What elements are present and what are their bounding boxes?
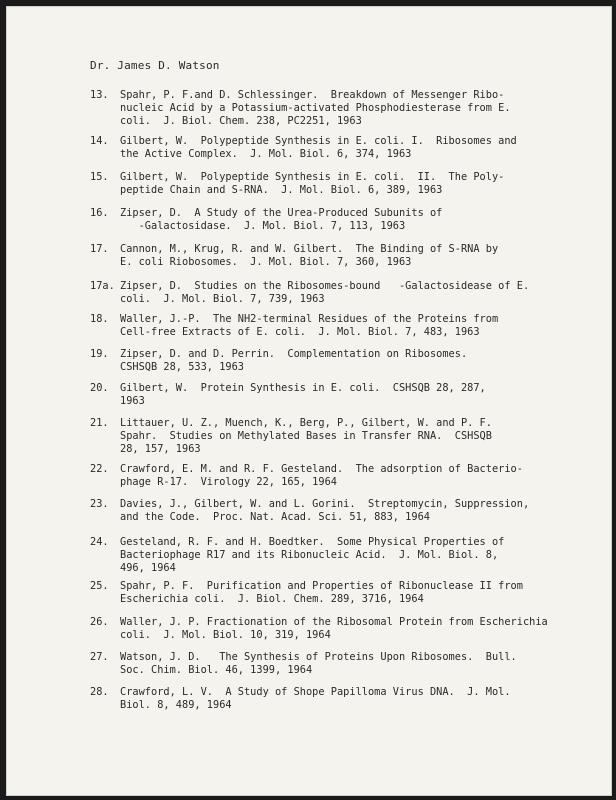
reference-text	[120, 417, 530, 457]
reference-entry	[90, 616, 548, 642]
reference-number: 21.	[90, 417, 109, 429]
reference-number: 24.	[90, 536, 109, 548]
reference-number: 19.	[90, 348, 109, 360]
reference-entry	[90, 417, 530, 457]
reference-line: Davies, J., Gilbert, W. and L. Gorini. Streptomycin, Suppression,	[120, 498, 530, 510]
reference-number: 22.	[90, 463, 109, 475]
reference-line: Soc. Chim. Biol. 46, 1399, 1964	[120, 664, 313, 677]
reference-line: Waller, J.-P. The NH2-terminal Residues of the Proteins from	[120, 313, 499, 325]
reference-entry	[90, 243, 530, 269]
reference-line: 28, 157, 1963	[120, 443, 201, 456]
reference-number: 16.	[90, 207, 109, 219]
reference-number: 17.	[90, 243, 109, 255]
reference-entry	[90, 207, 530, 233]
reference-entry	[90, 463, 530, 489]
document-page	[6, 6, 612, 796]
reference-text	[120, 616, 548, 642]
reference-line: Spahr, P. F. Purification and Properties of Ribonuclease II from	[120, 580, 523, 592]
reference-line: coli. J. Mol. Biol. 7, 739, 1963	[120, 293, 325, 306]
reference-entry	[90, 89, 530, 129]
reference-line: coli. J. Mol. Biol. 10, 319, 1964	[120, 629, 331, 642]
reference-number: 17a.	[90, 280, 115, 292]
reference-line: phage R-17. Virology 22, 165, 1964	[120, 476, 337, 489]
reference-line: Watson, J. D. The Synthesis of Proteins Upon Ribosomes. Bull.	[120, 651, 517, 663]
reference-number: 13.	[90, 89, 109, 101]
reference-text	[120, 171, 530, 197]
reference-text	[120, 348, 530, 374]
reference-number: 28.	[90, 686, 109, 698]
reference-line: Gilbert, W. Polypeptide Synthesis in E. coli. II. The Poly-	[120, 171, 505, 183]
reference-number: 20.	[90, 382, 109, 394]
reference-line: Gilbert, W. Polypeptide Synthesis in E. coli. I. Ribosomes and	[120, 135, 517, 147]
reference-entry	[90, 580, 530, 606]
reference-text	[120, 207, 530, 233]
reference-text	[120, 382, 530, 408]
reference-number: 23.	[90, 498, 109, 510]
reference-entry	[90, 348, 530, 374]
reference-entry	[90, 536, 530, 576]
reference-number: 25.	[90, 580, 109, 592]
reference-text	[120, 498, 530, 524]
reference-line: Bacteriophage R17 and its Ribonucleic Acid. J. Mol. Biol. 8,	[120, 549, 499, 562]
reference-line: Crawford, L. V. A Study of Shope Papilloma Virus DNA. J. Mol.	[120, 686, 511, 698]
reference-line: Spahr. Studies on Methylated Bases in Transfer RNA. CSHSQB	[120, 430, 492, 443]
reference-line: E. coli Riobosomes. J. Mol. Biol. 7, 360, 1963	[120, 256, 412, 269]
reference-number: 15.	[90, 171, 109, 183]
reference-entry	[90, 280, 530, 306]
reference-line: Biol. 8, 489, 1964	[120, 699, 232, 712]
reference-line: Zipser, D. Studies on the Ribosomes-bound -Galactosidease of E.	[120, 280, 530, 292]
reference-entry	[90, 498, 530, 524]
reference-number: 26.	[90, 616, 109, 628]
reference-line: and the Code. Proc. Nat. Acad. Sci. 51, 883, 1964	[120, 511, 430, 524]
reference-line: Cannon, M., Krug, R. and W. Gilbert. The Binding of S-RNA by	[120, 243, 499, 255]
reference-text	[120, 580, 530, 606]
reference-line: Crawford, E. M. and R. F. Gesteland. The adsorption of Bacterio-	[120, 463, 523, 475]
reference-text	[120, 651, 530, 677]
reference-entry	[90, 171, 530, 197]
reference-text	[120, 313, 530, 339]
reference-text	[120, 89, 530, 129]
reference-line: Spahr, P. F.and D. Schlessinger. Breakdown of Messenger Ribo-	[120, 89, 505, 101]
reference-line: Littauer, U. Z., Muench, K., Berg, P., Gilbert, W. and P. F.	[120, 417, 492, 429]
reference-text	[120, 536, 530, 576]
reference-entry	[90, 686, 530, 712]
reference-text	[120, 463, 530, 489]
reference-text	[120, 686, 530, 712]
reference-entry	[90, 135, 530, 161]
reference-line: peptide Chain and S-RNA. J. Mol. Biol. 6, 389, 1963	[120, 184, 443, 197]
reference-line: Zipser, D. A Study of the Urea-Produced Subunits of	[120, 207, 443, 219]
reference-line: Gilbert, W. Protein Synthesis in E. coli. CSHSQB 28, 287,	[120, 382, 486, 394]
reference-number: 27.	[90, 651, 109, 663]
reference-entry	[90, 651, 530, 677]
reference-text	[120, 280, 530, 306]
reference-text	[120, 135, 530, 161]
reference-line: 496, 1964	[120, 562, 176, 575]
reference-line: Gesteland, R. F. and H. Boedtker. Some Physical Properties of	[120, 536, 505, 548]
reference-line: Escherichia coli. J. Biol. Chem. 289, 3716, 1964	[120, 593, 424, 606]
reference-line: Zipser, D. and D. Perrin. Complementation on Ribosomes.	[120, 348, 468, 360]
reference-entry	[90, 313, 530, 339]
reference-line: nucleic Acid by a Potassium-activated Phosphodiesterase from E.	[120, 102, 511, 115]
reference-line: CSHSQB 28, 533, 1963	[120, 361, 244, 374]
reference-line: 1963	[120, 395, 145, 408]
reference-line: Waller, J. P. Fractionation of the Ribosomal Protein from Escherichia	[120, 616, 548, 628]
reference-line: -Galactosidase. J. Mol. Biol. 7, 113, 1963	[120, 220, 406, 233]
reference-line: Cell-free Extracts of E. coli. J. Mol. Biol. 7, 483, 1963	[120, 326, 480, 339]
reference-line: coli. J. Biol. Chem. 238, PC2251, 1963	[120, 115, 362, 128]
reference-number: 18.	[90, 313, 109, 325]
reference-text	[120, 243, 530, 269]
page-header: Dr. James D. Watson	[90, 59, 220, 72]
reference-entry	[90, 382, 530, 408]
reference-number: 14.	[90, 135, 109, 147]
reference-line: the Active Complex. J. Mol. Biol. 6, 374, 1963	[120, 148, 412, 161]
